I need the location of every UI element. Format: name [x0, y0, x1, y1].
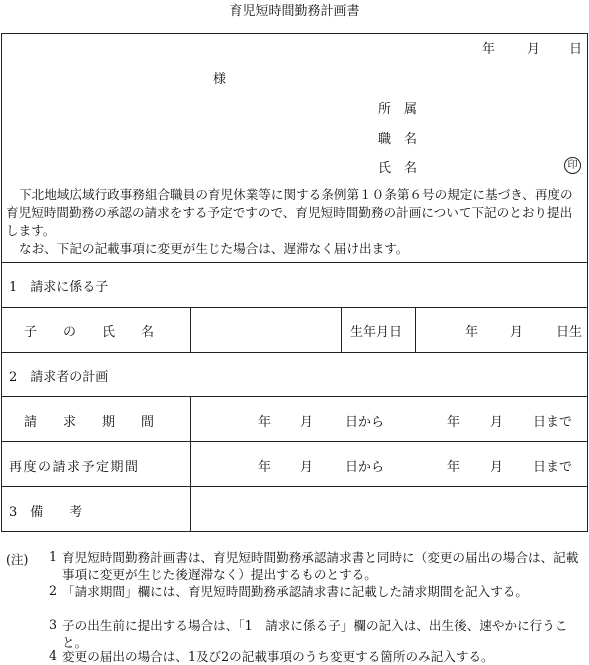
remarks-field[interactable]	[192, 488, 586, 530]
request-from-day[interactable]: 日から	[345, 415, 385, 430]
birth-day[interactable]: 日生	[556, 325, 583, 340]
date-day[interactable]: 日	[569, 42, 583, 57]
request-to-day[interactable]: 日まで	[533, 415, 573, 430]
col-divider-remarks	[190, 486, 191, 532]
request-from-year[interactable]: 年	[258, 415, 272, 430]
notes-prefix: (注)	[6, 552, 29, 567]
col-divider-birth-left	[341, 307, 342, 352]
position-label: 職 名	[378, 132, 418, 147]
rule-3	[1, 352, 588, 353]
document-title: 育児短時間勤務計画書	[229, 4, 360, 19]
rule-4	[1, 396, 588, 397]
note-1-text: 育児短時間勤務計画書は、育児短時間勤務承認請求書と同時に（変更の届出の場合は、記載事項に変更が生じた後遅滞なく）提出するものとする。	[62, 550, 579, 582]
re-request-from-day[interactable]: 日から	[345, 460, 385, 475]
section3-heading: 3 備 考	[9, 505, 83, 520]
child-name-field[interactable]	[192, 309, 340, 351]
note-4-text: 変更の届出の場合は、1及び2の記載事項のうち変更する箇所のみ記入する。	[62, 649, 494, 664]
intro-paragraph	[6, 186, 584, 240]
re-request-to-year[interactable]: 年	[447, 460, 461, 475]
col-divider-birth-right	[415, 307, 416, 352]
request-period-label: 請 求 期 間	[24, 415, 155, 430]
note-2-num: 2	[49, 583, 58, 598]
re-request-to-month[interactable]: 月	[490, 460, 504, 475]
date-year[interactable]: 年	[482, 42, 496, 57]
re-request-period-label: 再度の請求予定期間	[9, 460, 140, 475]
note-2-text: 「請求期間」欄には、育児短時間勤務承認請求書に記載した請求期間を記入する。	[62, 584, 528, 599]
note-3-num: 3	[49, 617, 58, 632]
section1-heading: 1 請求に係る子	[9, 280, 109, 295]
name-label: 氏 名	[378, 161, 418, 176]
note-3-text: 子の出生前に提出する場合は、「1 請求に係る子」欄の記入は、出生後、速やかに行うこと。	[62, 618, 568, 650]
rule-2	[1, 307, 588, 308]
intro-text-1: 下北地域広域行政事務組合職員の育児休業等に関する条例第１０条第６号の規定に基づき、再度の育児短時間勤務の承認の請求をする予定ですので、育児短時間勤務の計画について下記のとおり提出します。	[6, 187, 573, 238]
request-to-year[interactable]: 年	[447, 415, 461, 430]
col-divider-plan	[190, 396, 191, 486]
re-request-from-month[interactable]: 月	[300, 460, 314, 475]
intro-paragraph-2	[6, 240, 584, 258]
request-from-month[interactable]: 月	[300, 415, 314, 430]
child-name-label: 子 の 氏 名	[24, 325, 155, 340]
affiliation-label: 所 属	[378, 102, 418, 117]
intro-text-2: なお、下記の記載事項に変更が生じた場合は、遅滞なく届け出ます。	[19, 241, 409, 256]
birth-date-label: 生年月日	[350, 325, 403, 340]
rule-6	[1, 486, 588, 487]
birth-month[interactable]: 月	[510, 325, 524, 340]
note-1-num: 1	[49, 549, 58, 564]
note-4-num: 4	[49, 648, 58, 663]
rule-1	[1, 262, 588, 263]
section2-heading: 2 請求者の計画	[9, 370, 109, 385]
col-divider-child	[190, 307, 191, 352]
rule-5	[1, 441, 588, 442]
re-request-from-year[interactable]: 年	[258, 460, 272, 475]
birth-year[interactable]: 年	[465, 325, 479, 340]
re-request-to-day[interactable]: 日まで	[533, 460, 573, 475]
seal-mark-icon: 印	[564, 157, 581, 174]
addressee-suffix: 様	[213, 72, 227, 87]
date-month[interactable]: 月	[527, 42, 541, 57]
request-to-month[interactable]: 月	[490, 415, 504, 430]
